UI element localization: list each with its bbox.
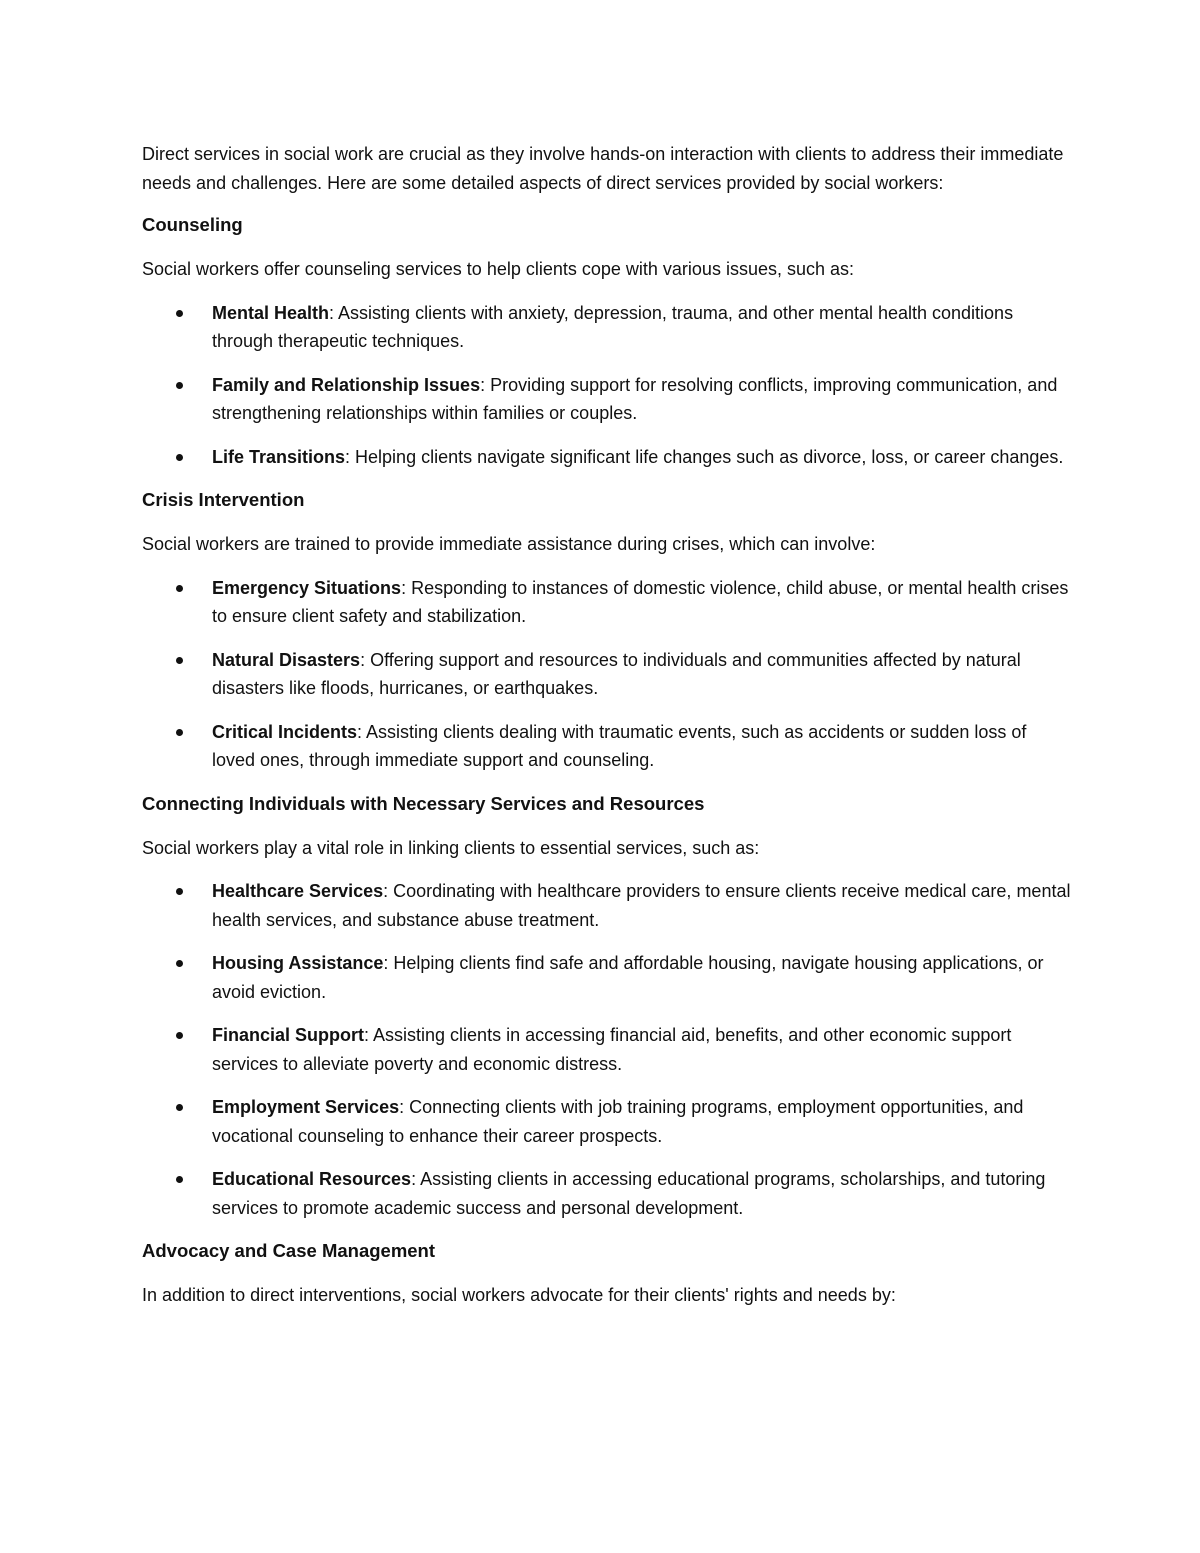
- bullet-list: [142, 574, 1072, 775]
- item-text: : Connecting clients with job training programs, employment opportunities, and vocational counseling to enhance their career prospects.: [212, 1097, 1024, 1146]
- list-item: [142, 1093, 1072, 1150]
- item-text: : Offering support and resources to individuals and communities affected by natural disasters like floods, hurricanes, or earthquakes.: [212, 649, 1021, 698]
- item-text: : Assisting clients in accessing financial aid, benefits, and other economic support services to alleviate poverty and economic distress.: [212, 1025, 1012, 1074]
- item-term: Healthcare Services: [212, 881, 384, 901]
- item-term: Financial Support: [212, 1025, 365, 1045]
- section-lead: In addition to direct interventions, social workers advocate for their clients' rights and needs by:: [142, 1285, 896, 1305]
- list-item: [142, 574, 1072, 631]
- list-item: [142, 299, 1072, 356]
- bullet-icon: [176, 310, 183, 317]
- list-item: [142, 718, 1072, 775]
- list-item: [142, 443, 1072, 472]
- section-lead: Social workers play a vital role in linking clients to essential services, such as:: [142, 837, 760, 858]
- bullet-icon: [176, 1032, 183, 1039]
- list-item: [142, 877, 1072, 934]
- bullet-list: [142, 877, 1072, 1222]
- item-text: : Assisting clients dealing with traumatic events, such as accidents or sudden loss of loved ones, through immediate support and counseling.: [212, 721, 1027, 770]
- bullet-icon: [176, 729, 183, 736]
- item-term: Mental Health: [212, 302, 330, 323]
- list-item: [142, 1021, 1072, 1078]
- bullet-icon: [176, 960, 183, 967]
- section-heading: Advocacy and Case Management: [142, 1240, 436, 1261]
- item-text: : Coordinating with healthcare providers to ensure clients receive medical care, mental health services, and substance abuse treatment.: [212, 881, 1071, 930]
- list-item: [142, 949, 1072, 1006]
- bullet-list: [142, 299, 1072, 472]
- item-term: Family and Relationship Issues: [212, 374, 481, 395]
- intro-paragraph: Direct services in social work are crucial as they involve hands-on interaction with clients to address their immediate needs and challenges. Here are some detailed aspects of direct services provided by social workers:: [142, 144, 1064, 193]
- bullet-icon: [176, 888, 183, 895]
- item-term: Life Transitions: [212, 446, 346, 467]
- item-text: : Assisting clients in accessing educational programs, scholarships, and tutoring services to promote academic success and personal development.: [212, 1169, 1046, 1218]
- list-item: [142, 1165, 1072, 1222]
- item-term: Emergency Situations: [212, 577, 402, 598]
- section-heading: Counseling: [142, 214, 243, 235]
- item-text: : Responding to instances of domestic violence, child abuse, or mental health crises to ensure client safety and stabilization.: [212, 577, 1069, 626]
- section-counseling: [142, 211, 1072, 471]
- section-lead: Social workers offer counseling services to help clients cope with various issues, such as:: [142, 259, 855, 279]
- item-term: Housing Assistance: [212, 953, 384, 973]
- bullet-icon: [176, 585, 183, 592]
- list-item: [142, 371, 1072, 428]
- item-text: : Providing support for resolving conflicts, improving communication, and strengthening relationships within families or couples.: [212, 374, 1058, 423]
- bullet-icon: [176, 657, 183, 664]
- item-text: : Helping clients navigate significant life changes such as divorce, loss, or career changes.: [345, 446, 1064, 467]
- item-term: Critical Incidents: [212, 721, 358, 742]
- section-advocacy: [142, 1237, 1072, 1310]
- item-term: Natural Disasters: [212, 649, 361, 670]
- section-crisis-intervention: [142, 486, 1072, 775]
- section-lead: Social workers are trained to provide immediate assistance during crises, which can involve:: [142, 534, 876, 554]
- item-term: Employment Services: [212, 1097, 400, 1117]
- document-body: [142, 140, 1072, 1325]
- list-item: [142, 646, 1072, 703]
- section-heading: Connecting Individuals with Necessary Services and Resources: [142, 792, 705, 814]
- item-term: Educational Resources: [212, 1169, 412, 1189]
- section-heading: Crisis Intervention: [142, 489, 305, 510]
- bullet-icon: [176, 1176, 183, 1183]
- section-connecting-services: [142, 790, 1072, 1223]
- item-text: : Helping clients find safe and affordable housing, navigate housing applications, or avoid eviction.: [212, 953, 1044, 1002]
- item-text: : Assisting clients with anxiety, depression, trauma, and other mental health conditions through therapeutic techniques.: [212, 302, 1014, 351]
- bullet-icon: [176, 1104, 183, 1111]
- bullet-icon: [176, 382, 183, 389]
- bullet-icon: [176, 454, 183, 461]
